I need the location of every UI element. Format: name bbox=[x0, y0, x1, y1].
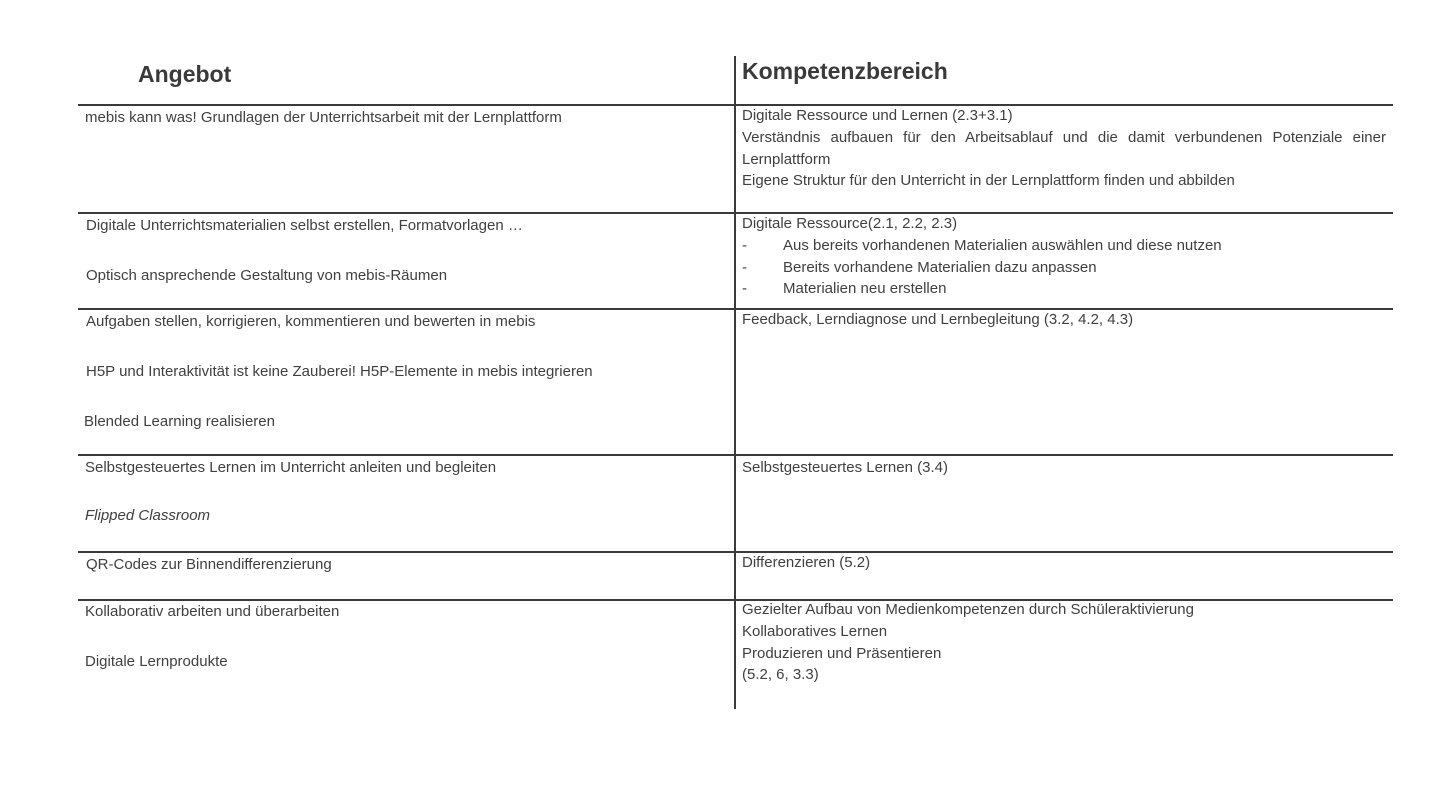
header-kompetenzbereich: Kompetenzbereich bbox=[742, 58, 948, 84]
angebot-item: QR-Codes zur Binnendifferenzierung bbox=[86, 556, 332, 573]
row-1-kompetenz bbox=[742, 105, 1386, 192]
kompetenz-title: Selbstgesteuertes Lernen (3.4) bbox=[742, 459, 948, 476]
row-5-angebot bbox=[86, 554, 726, 576]
bullet-dash: - bbox=[742, 280, 747, 298]
angebot-item: mebis kann was! Grundlagen der Unterrichtsarbeit mit der Lernplattform bbox=[85, 109, 562, 126]
row-6-kompetenz bbox=[742, 599, 1386, 686]
kompetenz-line: Eigene Struktur für den Unterricht in der Lernplattform finden und abbilden bbox=[742, 172, 1235, 190]
angebot-item: H5P und Interaktivität ist keine Zauberei! H5P-Elemente in mebis integrieren bbox=[86, 362, 593, 380]
bullet-dash: - bbox=[742, 236, 747, 254]
bullet-item bbox=[742, 235, 1386, 257]
angebot-item: Selbstgesteuertes Lernen im Unterricht anleiten und begleiten bbox=[85, 459, 497, 476]
row-4-kompetenz bbox=[742, 457, 1386, 479]
row-3-angebot bbox=[86, 311, 726, 432]
bullet-item bbox=[742, 278, 1386, 300]
angebot-item: Optisch ansprechende Gestaltung von mebis-Räumen bbox=[86, 266, 448, 284]
angebot-item: Flipped Classroom bbox=[85, 506, 211, 524]
bullet-text: Materialien neu erstellen bbox=[783, 280, 947, 298]
header-angebot: Angebot bbox=[138, 61, 232, 87]
row-5-kompetenz bbox=[742, 552, 1386, 574]
angebot-item: Digitale Unterrichtsmaterialien selbst erstellen, Formatvorlagen … bbox=[86, 217, 523, 234]
bullet-item bbox=[742, 257, 1386, 279]
angebot-item: Kollaborativ arbeiten und überarbeiten bbox=[85, 603, 340, 620]
row-2-angebot bbox=[86, 215, 726, 287]
kompetenz-title: Digitale Ressource und Lernen (2.3+3.1) bbox=[742, 107, 1013, 124]
column-divider bbox=[734, 56, 736, 709]
bullet-text: Aus bereits vorhandenen Materialien auswählen und diese nutzen bbox=[783, 236, 1222, 254]
row-1-angebot bbox=[85, 107, 725, 129]
row-6-angebot bbox=[85, 601, 725, 673]
kompetenz-line: (5.2, 6, 3.3) bbox=[742, 666, 819, 684]
kompetenz-line: Kollaboratives Lernen bbox=[742, 622, 888, 640]
kompetenz-line: Gezielter Aufbau von Medienkompetenzen durch Schüleraktivierung bbox=[742, 601, 1194, 618]
kompetenz-title: Differenzieren (5.2) bbox=[742, 554, 871, 571]
kompetenz-title: Digitale Ressource(2.1, 2.2, 2.3) bbox=[742, 215, 958, 232]
angebot-item: Blended Learning realisieren bbox=[84, 412, 275, 430]
kompetenz-line: Produzieren und Präsentieren bbox=[742, 644, 942, 662]
row-divider bbox=[78, 454, 1393, 456]
row-4-angebot bbox=[85, 457, 725, 527]
row-2-kompetenz bbox=[742, 213, 1386, 300]
row-3-kompetenz bbox=[742, 309, 1386, 331]
bullet-text: Bereits vorhandene Materialien dazu anpassen bbox=[783, 258, 1097, 276]
kompetenz-title: Feedback, Lerndiagnose und Lernbegleitung (3.2, 4.2, 4.3) bbox=[742, 311, 1134, 328]
angebot-item: Digitale Lernprodukte bbox=[85, 652, 228, 670]
angebot-item: Aufgaben stellen, korrigieren, kommentieren und bewerten in mebis bbox=[86, 313, 536, 330]
kompetenz-line: Verständnis aufbauen für den Arbeitsablauf und die damit verbundenen Potenziale einer Lernplattform bbox=[742, 128, 1386, 168]
bullet-dash: - bbox=[742, 258, 747, 276]
